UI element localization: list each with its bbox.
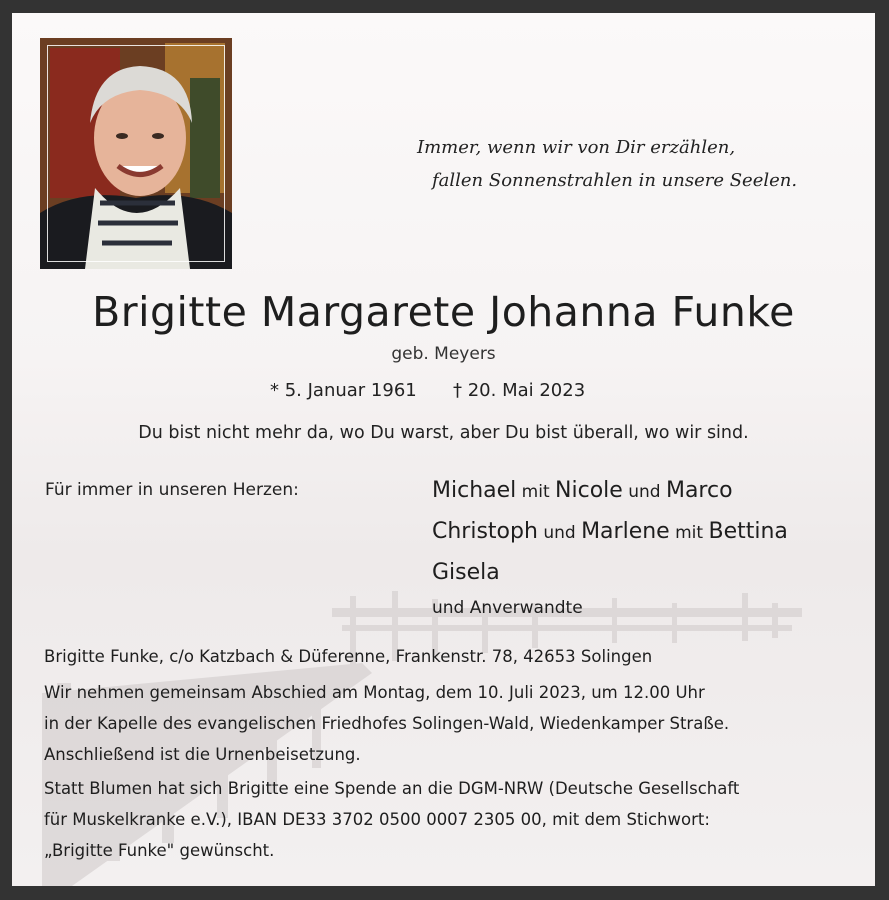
donation-info: [44, 773, 739, 866]
birth-date: * 5. Januar 1961: [270, 380, 417, 401]
mourner-row: [432, 553, 788, 593]
maiden-name: geb. Meyers: [391, 344, 496, 364]
contact-address: Brigitte Funke, c/o Katzbach & Düferenne, Frankenstr. 78, 42653 Solingen: [44, 647, 653, 666]
donation-line-2: für Muskelkranke e.V.), IBAN DE33 3702 0500 0007 2305 00, mit dem Stichwort:: [44, 810, 710, 829]
service-line-3: Anschließend ist die Urnenbeisetzung.: [44, 745, 361, 764]
relatives-text: und Anverwandte: [432, 598, 583, 618]
mourner-connector: und: [622, 482, 666, 502]
mourner-name: Marco: [665, 478, 733, 503]
donation-line-3: „Brigitte Funke" gewünscht.: [44, 841, 275, 860]
mourner-connector: und: [537, 523, 582, 543]
mourner-name: Christoph: [432, 519, 538, 544]
memorial-quote: [417, 131, 797, 197]
mourners-intro: Für immer in unseren Herzen:: [45, 480, 299, 500]
mourner-name: Marlene: [581, 519, 670, 544]
mourner-name: Gisela: [432, 560, 500, 585]
mourners-list: [432, 471, 788, 623]
mourner-row: [432, 471, 788, 512]
mourner-name: Nicole: [555, 478, 623, 503]
mourner-connector: mit: [516, 482, 556, 502]
obituary-card: [12, 13, 875, 886]
quote-line-2: fallen Sonnenstrahlen in unsere Seelen.: [432, 170, 798, 191]
deceased-name: Brigitte Margarete Johanna Funke: [92, 288, 795, 336]
donation-line-1: Statt Blumen hat sich Brigitte eine Spende an die DGM-NRW (Deutsche Gesellschaft: [44, 779, 740, 798]
service-line-1: Wir nehmen gemeinsam Abschied am Montag, dem 10. Juli 2023, um 12.00 Uhr: [44, 683, 705, 702]
quote-line-1: Immer, wenn wir von Dir erzählen,: [417, 137, 736, 158]
mourner-connector: mit: [669, 523, 709, 543]
death-date: † 20. Mai 2023: [453, 380, 586, 401]
mourner-name: Bettina: [708, 519, 788, 544]
service-info: [44, 677, 729, 770]
service-line-2: in der Kapelle des evangelischen Friedhofes Solingen-Wald, Wiedenkamper Straße.: [44, 714, 730, 733]
portrait-photo: [40, 38, 232, 269]
motto-text: Du bist nicht mehr da, wo Du warst, aber Du bist überall, wo wir sind.: [138, 423, 749, 443]
mourner-name: Michael: [432, 478, 517, 503]
mourner-row: [432, 512, 788, 553]
photo-inner-frame: [47, 45, 225, 262]
